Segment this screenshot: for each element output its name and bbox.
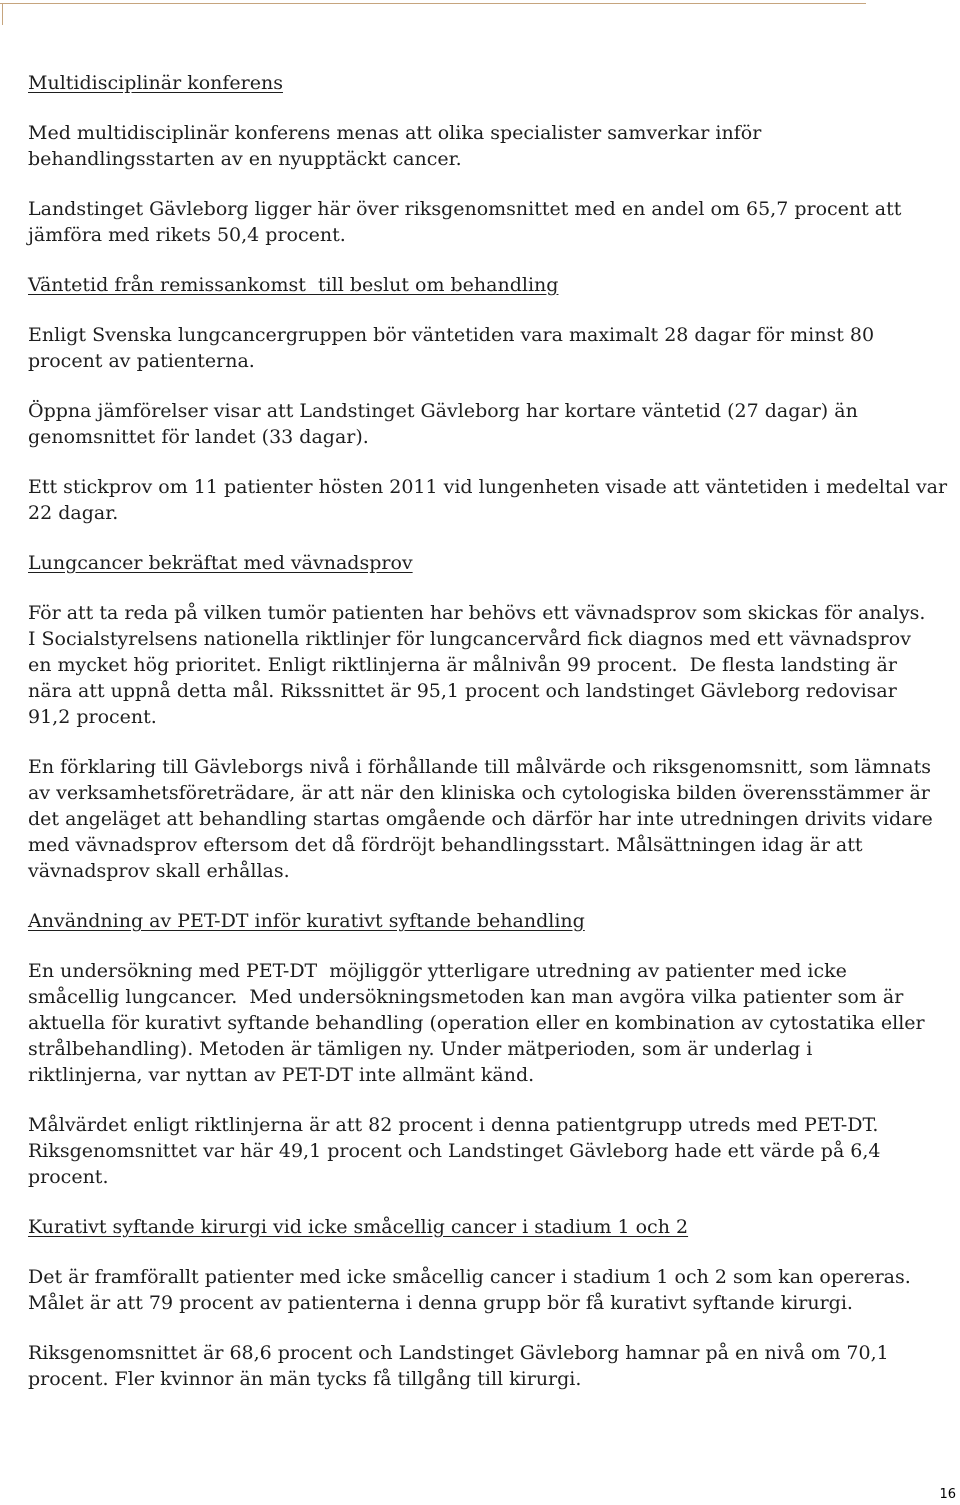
- paragraph-line: det angeläget att behandling startas omgående och därför har inte utredningen drivits vidare: [28, 808, 933, 830]
- paragraph-line: med vävnadsprov eftersom det då fördröjt behandlingsstart. Målsättningen idag är att: [28, 834, 863, 856]
- paragraph-line: En undersökning med PET-DT möjliggör ytterligare utredning av patienter med icke: [28, 960, 847, 982]
- section-heading: Användning av PET-DT inför kurativt syftande behandling: [28, 910, 585, 932]
- paragraph-line: Med multidisciplinär konferens menas att olika specialister samverkar inför: [28, 122, 762, 144]
- paragraph-line: en mycket hög prioritet. Enligt riktlinjerna är målnivån 99 procent. De flesta landsting är: [28, 654, 897, 676]
- paragraph-line: Riksgenomsnittet var här 49,1 procent och Landstinget Gävleborg hade ett värde på 6,4: [28, 1140, 881, 1162]
- paragraph-line: jämföra med rikets 50,4 procent.: [28, 224, 346, 246]
- section-multidisciplinar-konferens: [28, 70, 960, 248]
- paragraph-line: En förklaring till Gävleborgs nivå i förhållande till målvärde och riksgenomsnitt, som lämnats: [28, 756, 931, 778]
- paragraph-line: För att ta reda på vilken tumör patienten har behövs ett vävnadsprov som skickas för analys.: [28, 602, 926, 624]
- paragraph-line: Ett stickprov om 11 patienter hösten 2011 vid lungenheten visade att väntetiden i medeltal var: [28, 476, 948, 498]
- section-pet-dt: [28, 908, 960, 1190]
- paragraph-line: behandlingsstarten av en nyupptäckt cancer.: [28, 148, 462, 170]
- section-heading: Väntetid från remissankomst till beslut om behandling: [28, 274, 559, 296]
- paragraph-line: småcellig lungcancer. Med undersökningsmetoden kan man avgöra vilka patienter som är: [28, 986, 904, 1008]
- paragraph-line: av verksamhetsföreträdare, är att när den kliniska och cytologiska bilden överensstämmer är: [28, 782, 930, 804]
- page-number: 16: [939, 1487, 956, 1502]
- header-rule-tick: [2, 3, 3, 25]
- paragraph-line: strålbehandling). Metoden är tämligen ny. Under mätperioden, som är underlag i: [28, 1038, 813, 1060]
- section-vantetid: [28, 272, 960, 526]
- section-heading: Multidisciplinär konferens: [28, 72, 283, 94]
- paragraph-line: I Socialstyrelsens nationella riktlinjer för lungcancervård fick diagnos med ett vävnadsprov: [28, 628, 911, 650]
- paragraph-line: 22 dagar.: [28, 502, 119, 524]
- paragraph-line: procent av patienterna.: [28, 350, 255, 372]
- paragraph-line: Landstinget Gävleborg ligger här över riksgenomsnittet med en andel om 65,7 procent att: [28, 198, 902, 220]
- paragraph-line: aktuella för kurativt syftande behandling (operation eller en kombination av cytostatika eller: [28, 1012, 925, 1034]
- paragraph-line: vävnadsprov skall erhållas.: [28, 860, 290, 882]
- paragraph-line: Öppna jämförelser visar att Landstinget Gävleborg har kortare väntetid (27 dagar) än: [28, 400, 858, 422]
- paragraph-line: nära att uppnå detta mål. Rikssnittet är 95,1 procent och landstinget Gävleborg redovisar: [28, 680, 897, 702]
- paragraph-line: Målvärdet enligt riktlinjerna är att 82 procent i denna patientgrupp utreds med PET-DT.: [28, 1114, 879, 1136]
- paragraph-line: genomsnittet för landet (33 dagar).: [28, 426, 369, 448]
- paragraph-line: Enligt Svenska lungcancergruppen bör väntetiden vara maximalt 28 dagar för minst 80: [28, 324, 875, 346]
- paragraph-line: procent. Fler kvinnor än män tycks få tillgång till kirurgi.: [28, 1368, 582, 1390]
- paragraph-line: riktlinjerna, var nyttan av PET-DT inte allmänt känd.: [28, 1064, 535, 1086]
- section-heading: Lungcancer bekräftat med vävnadsprov: [28, 552, 413, 574]
- paragraph-line: procent.: [28, 1166, 109, 1188]
- paragraph-line: Riksgenomsnittet är 68,6 procent och Landstinget Gävleborg hamnar på en nivå om 70,1: [28, 1342, 889, 1364]
- document-page: [28, 70, 960, 1392]
- section-heading: Kurativt syftande kirurgi vid icke småcellig cancer i stadium 1 och 2: [28, 1216, 689, 1238]
- paragraph-line: Målet är att 79 procent av patienterna i denna grupp bör få kurativt syftande kirurgi.: [28, 1292, 853, 1314]
- header-rule: [0, 3, 866, 4]
- paragraph-line: 91,2 procent.: [28, 706, 157, 728]
- paragraph-line: Det är framförallt patienter med icke småcellig cancer i stadium 1 och 2 som kan opereras.: [28, 1266, 911, 1288]
- section-kurativ-kirurgi: [28, 1214, 960, 1392]
- section-vavnadsprov: [28, 550, 960, 884]
